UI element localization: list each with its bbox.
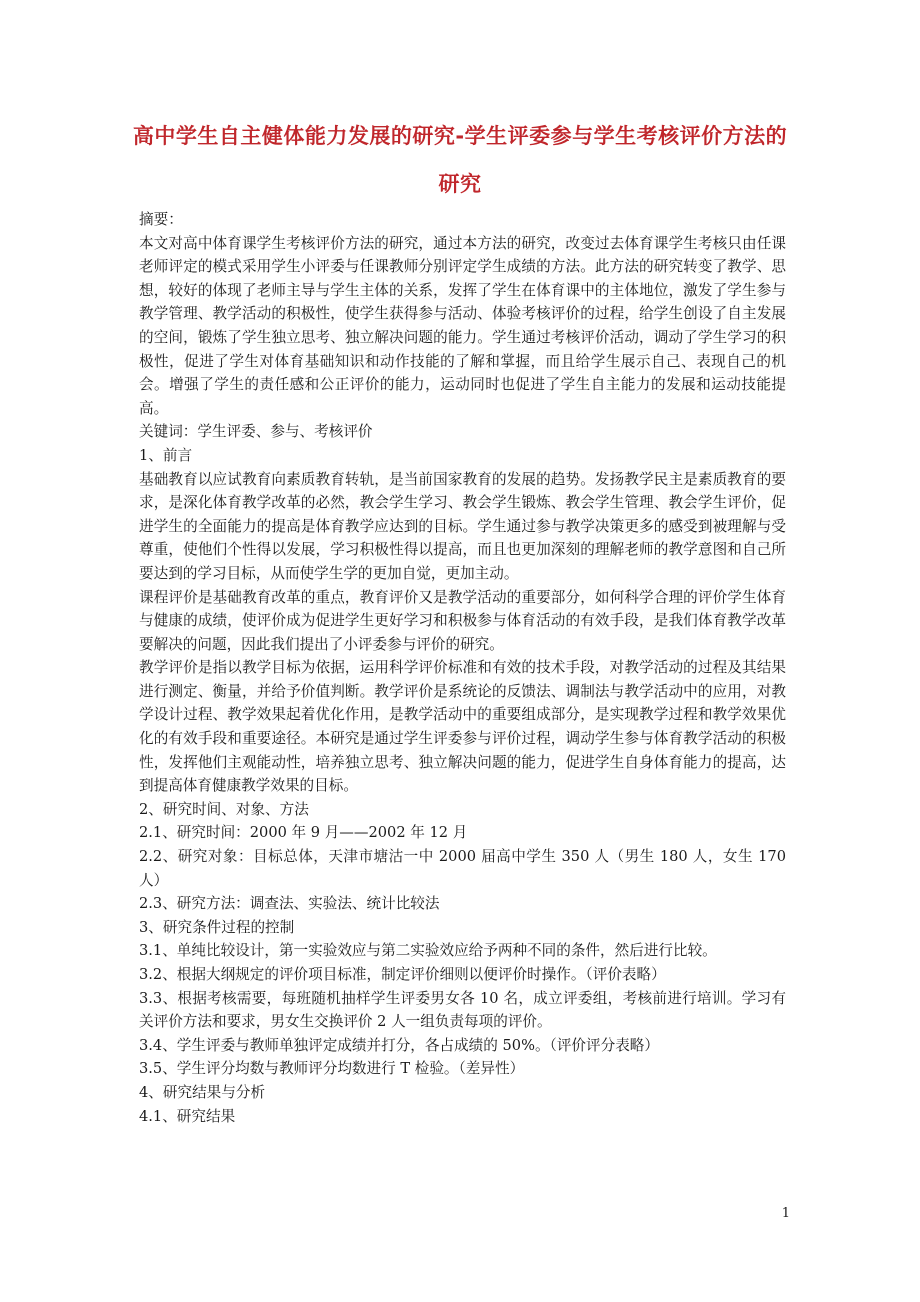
body-paragraph: 教学评价是指以教学目标为依据，运用科学评价标准和有效的技术手段，对教学活动的过程及其结果进行测定、衡量，并给予价值判断。教学评价是系统论的反馈法、调制法与教学活动中的应用，对教学设计过程、教学效果起着优化作用，是教学活动中的重要组成部分，是实现教学过程和教学效果优化的有效手段和重要途径。本研究是通过学生评委参与评价过程，调动学生参与体育教学活动的积极性，发挥他们主观能动性，培养独立思考、独立解决问题的能力，促进学生自身体育能力的提高，达到提高体育健康教学效果的目标。 <box>139 659 786 795</box>
page-number: 1 <box>781 1206 790 1221</box>
list-item: 3.4、学生评委与教师单独评定成绩并打分，各占成绩的 50%。（评价评分表略） <box>139 1036 659 1054</box>
body-paragraph: 课程评价是基础教育改革的重点，教育评价又是教学活动的重要部分，如何科学合理的评价学生体育与健康的成绩，使评价成为促进学生更好学习和积极参与体育活动的有效手段，是我们体育教学改革要解决的问题，因此我们提出了小评委参与评价的研究。 <box>139 588 786 653</box>
list-item: 3.5、学生评分均数与教师评分均数进行 T 检验。（差异性） <box>139 1060 525 1078</box>
document-title: 高中学生自主健体能力发展的研究-学生评委参与学生考核评价方法的研究 <box>132 124 788 196</box>
abstract-paragraph: 本文对高中体育课学生考核评价方法的研究，通过本方法的研究，改变过去体育课学生考核只由任课老师评定的模式采用学生小评委与任课教师分别评定学生成绩的方法。此方法的研究转变了教学、思想，较好的体现了老师主导与学生主体的关系，发挥了学生在体育课中的主体地位，激发了学生参与教学管理、教学活动的积极性，使学生获得参与活动、体验考核评价的过程，给学生创设了自主发展的空间，锻炼了学生独立思考、独立解决问题的能力。学生通过考核评价活动，调动了学生学习的积极性，促进了学生对体育基础知识和动作技能的了解和掌握，而且给学生展示自己、表现自己的机会。增强了学生的责任感和公正评价的能力，运动同时也促进了学生自主能力的发展和运动技能提高。 <box>139 234 786 417</box>
list-item: 3.1、单纯比较设计，第一实验效应与第二实验效应给予两种不同的条件，然后进行比较。 <box>139 942 717 960</box>
abstract-heading: 摘要： <box>139 211 183 228</box>
list-item: 3.2、根据大纲规定的评价项目标准，制定评价细则以便评价时操作。（评价表略） <box>139 966 666 983</box>
section-heading-introduction: 1、前言 <box>139 446 193 464</box>
section-heading-methods: 2、研究时间、对象、方法 <box>139 800 309 818</box>
section-heading-control: 3、研究条件过程的控制 <box>139 918 295 936</box>
keywords-line: 关键词：学生评委、参与、考核评价 <box>139 423 373 441</box>
list-item: 2.2、研究对象：目标总体，天津市塘沽一中 2000 届高中学生 350 人（男生 180 人，女生 170 人） <box>139 848 786 889</box>
list-item: 2.3、研究方法：调查法、实验法、统计比较法 <box>139 895 440 913</box>
list-item: 4.1、研究结果 <box>139 1107 236 1125</box>
document-body <box>139 208 786 1128</box>
body-paragraph: 基础教育以应试教育向素质教育转轨，是当前国家教育的发展的趋势。发扬教学民主是素质教育的要求，是深化体育教学改革的必然，教会学生学习、教会学生锻炼、教会学生管理、教会学生评价，促进学生的全面能力的提高是体育教学应达到的目标。学生通过参与教学决策更多的感受到被理解与受尊重，使他们个性得以发展，学习积极性得以提高，而且也更加深刻的理解老师的教学意图和自己所要达到的学习目标，从而使学生学的更加自觉，更加主动。 <box>139 470 786 582</box>
list-item: 3.3、根据考核需要，每班随机抽样学生评委男女各 10 名，成立评委组，考核前进行培训。学习有关评价方法和要求，男女生交换评价 2 人一组负责每项的评价。 <box>139 989 786 1031</box>
section-heading-results: 4、研究结果与分析 <box>139 1083 266 1101</box>
list-item: 2.1、研究时间：2000 年 9 月——2002 年 12 月 <box>139 824 468 842</box>
